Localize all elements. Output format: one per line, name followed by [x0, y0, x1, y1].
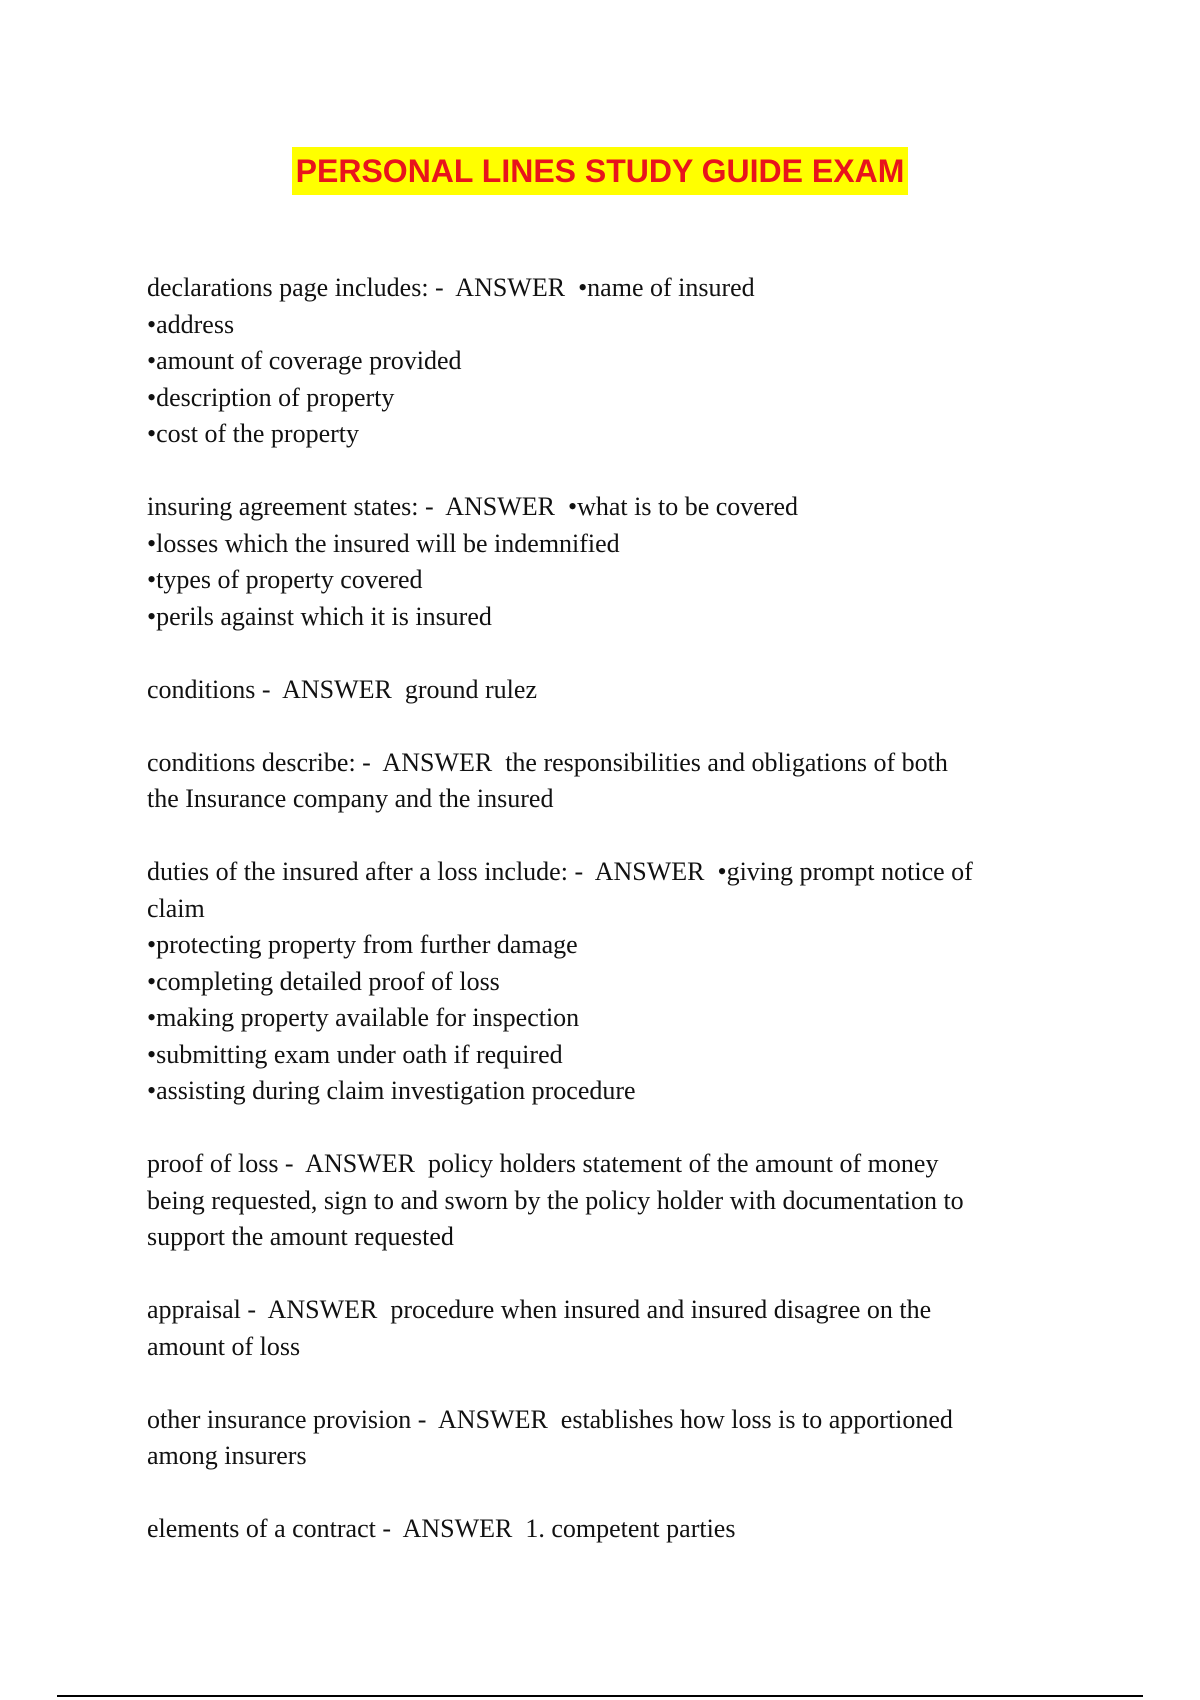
- qa-entry: [147, 1402, 1067, 1475]
- answer-label: ANSWER: [267, 1295, 378, 1324]
- answer-text: the responsibilities and obligations of both: [505, 747, 948, 777]
- answer-line: •submitting exam under oath if required: [147, 1039, 563, 1069]
- qa-entry: [147, 1292, 1067, 1365]
- answer-line: •protecting property from further damage: [147, 930, 578, 959]
- answer-text: ground rulez: [404, 674, 537, 704]
- question-text: declarations page includes: -: [147, 273, 444, 302]
- study-guide-content: [147, 270, 1067, 1584]
- title-container: [0, 147, 1200, 195]
- question-text: conditions -: [147, 674, 271, 704]
- qa-first-line: [147, 854, 1067, 891]
- answer-line: •types of property covered: [147, 565, 423, 594]
- answer-line: •perils against which it is insured: [147, 601, 492, 631]
- qa-entry: [147, 672, 1067, 709]
- document-title: PERSONAL LINES STUDY GUIDE EXAM: [292, 147, 909, 195]
- qa-entry: [147, 270, 1067, 453]
- question-text: proof of loss -: [147, 1149, 294, 1178]
- answer-line: support the amount requested: [147, 1222, 454, 1251]
- qa-entry: [147, 854, 1067, 1110]
- answer-label: ANSWER: [282, 674, 392, 704]
- question-text: insuring agreement states: -: [147, 492, 434, 521]
- qa-entry: [147, 1146, 1067, 1256]
- qa-entry: [147, 489, 1067, 635]
- answer-line: among insurers: [147, 1441, 307, 1470]
- qa-first-line: [147, 1292, 1067, 1329]
- answer-line: •cost of the property: [147, 419, 359, 448]
- answer-line: the Insurance company and the insured: [147, 784, 554, 813]
- answer-line: being requested, sign to and sworn by the policy holder with documentation to: [147, 1185, 964, 1215]
- answer-line: claim: [147, 893, 205, 923]
- qa-first-line: [147, 745, 1067, 782]
- answer-line: •completing detailed proof of loss: [147, 966, 500, 996]
- answer-label: ANSWER: [594, 857, 705, 886]
- answer-line: •amount of coverage provided: [147, 346, 462, 375]
- question-text: elements of a contract -: [147, 1514, 391, 1543]
- qa-entry: [147, 1511, 1067, 1548]
- question-text: duties of the insured after a loss include: -: [147, 857, 584, 886]
- question-text: appraisal -: [147, 1295, 257, 1324]
- question-text: conditions describe: -: [147, 747, 371, 777]
- qa-first-line: [147, 489, 1067, 526]
- qa-first-line: [147, 1146, 1067, 1183]
- answer-text: 1. competent parties: [525, 1514, 736, 1543]
- answer-line: •assisting during claim investigation procedure: [147, 1076, 636, 1105]
- answer-label: ANSWER: [445, 492, 555, 521]
- answer-text: establishes how loss is to apportioned: [560, 1404, 953, 1434]
- answer-text: policy holders statement of the amount of money: [427, 1149, 939, 1178]
- answer-line: •address: [147, 309, 235, 339]
- qa-first-line: [147, 1511, 1067, 1548]
- answer-line: •losses which the insured will be indemnified: [147, 528, 620, 558]
- answer-text: procedure when insured and insured disagree on the: [390, 1295, 932, 1324]
- qa-first-line: [147, 1402, 1067, 1439]
- answer-text: •giving prompt notice of: [717, 857, 973, 886]
- answer-label: ANSWER: [438, 1404, 548, 1434]
- answer-text: •name of insured: [578, 273, 755, 302]
- qa-first-line: [147, 270, 1067, 307]
- answer-line: •making property available for inspection: [147, 1003, 580, 1032]
- answer-text: •what is to be covered: [568, 492, 799, 521]
- qa-first-line: [147, 672, 1067, 709]
- answer-label: ANSWER: [455, 273, 566, 302]
- answer-label: ANSWER: [305, 1149, 415, 1178]
- answer-label: ANSWER: [382, 747, 493, 777]
- qa-entry: [147, 745, 1067, 818]
- question-text: other insurance provision -: [147, 1404, 427, 1434]
- page-bottom-rule: [57, 1695, 1143, 1697]
- answer-label: ANSWER: [402, 1514, 513, 1543]
- answer-line: •description of property: [147, 382, 395, 412]
- answer-line: amount of loss: [147, 1331, 301, 1361]
